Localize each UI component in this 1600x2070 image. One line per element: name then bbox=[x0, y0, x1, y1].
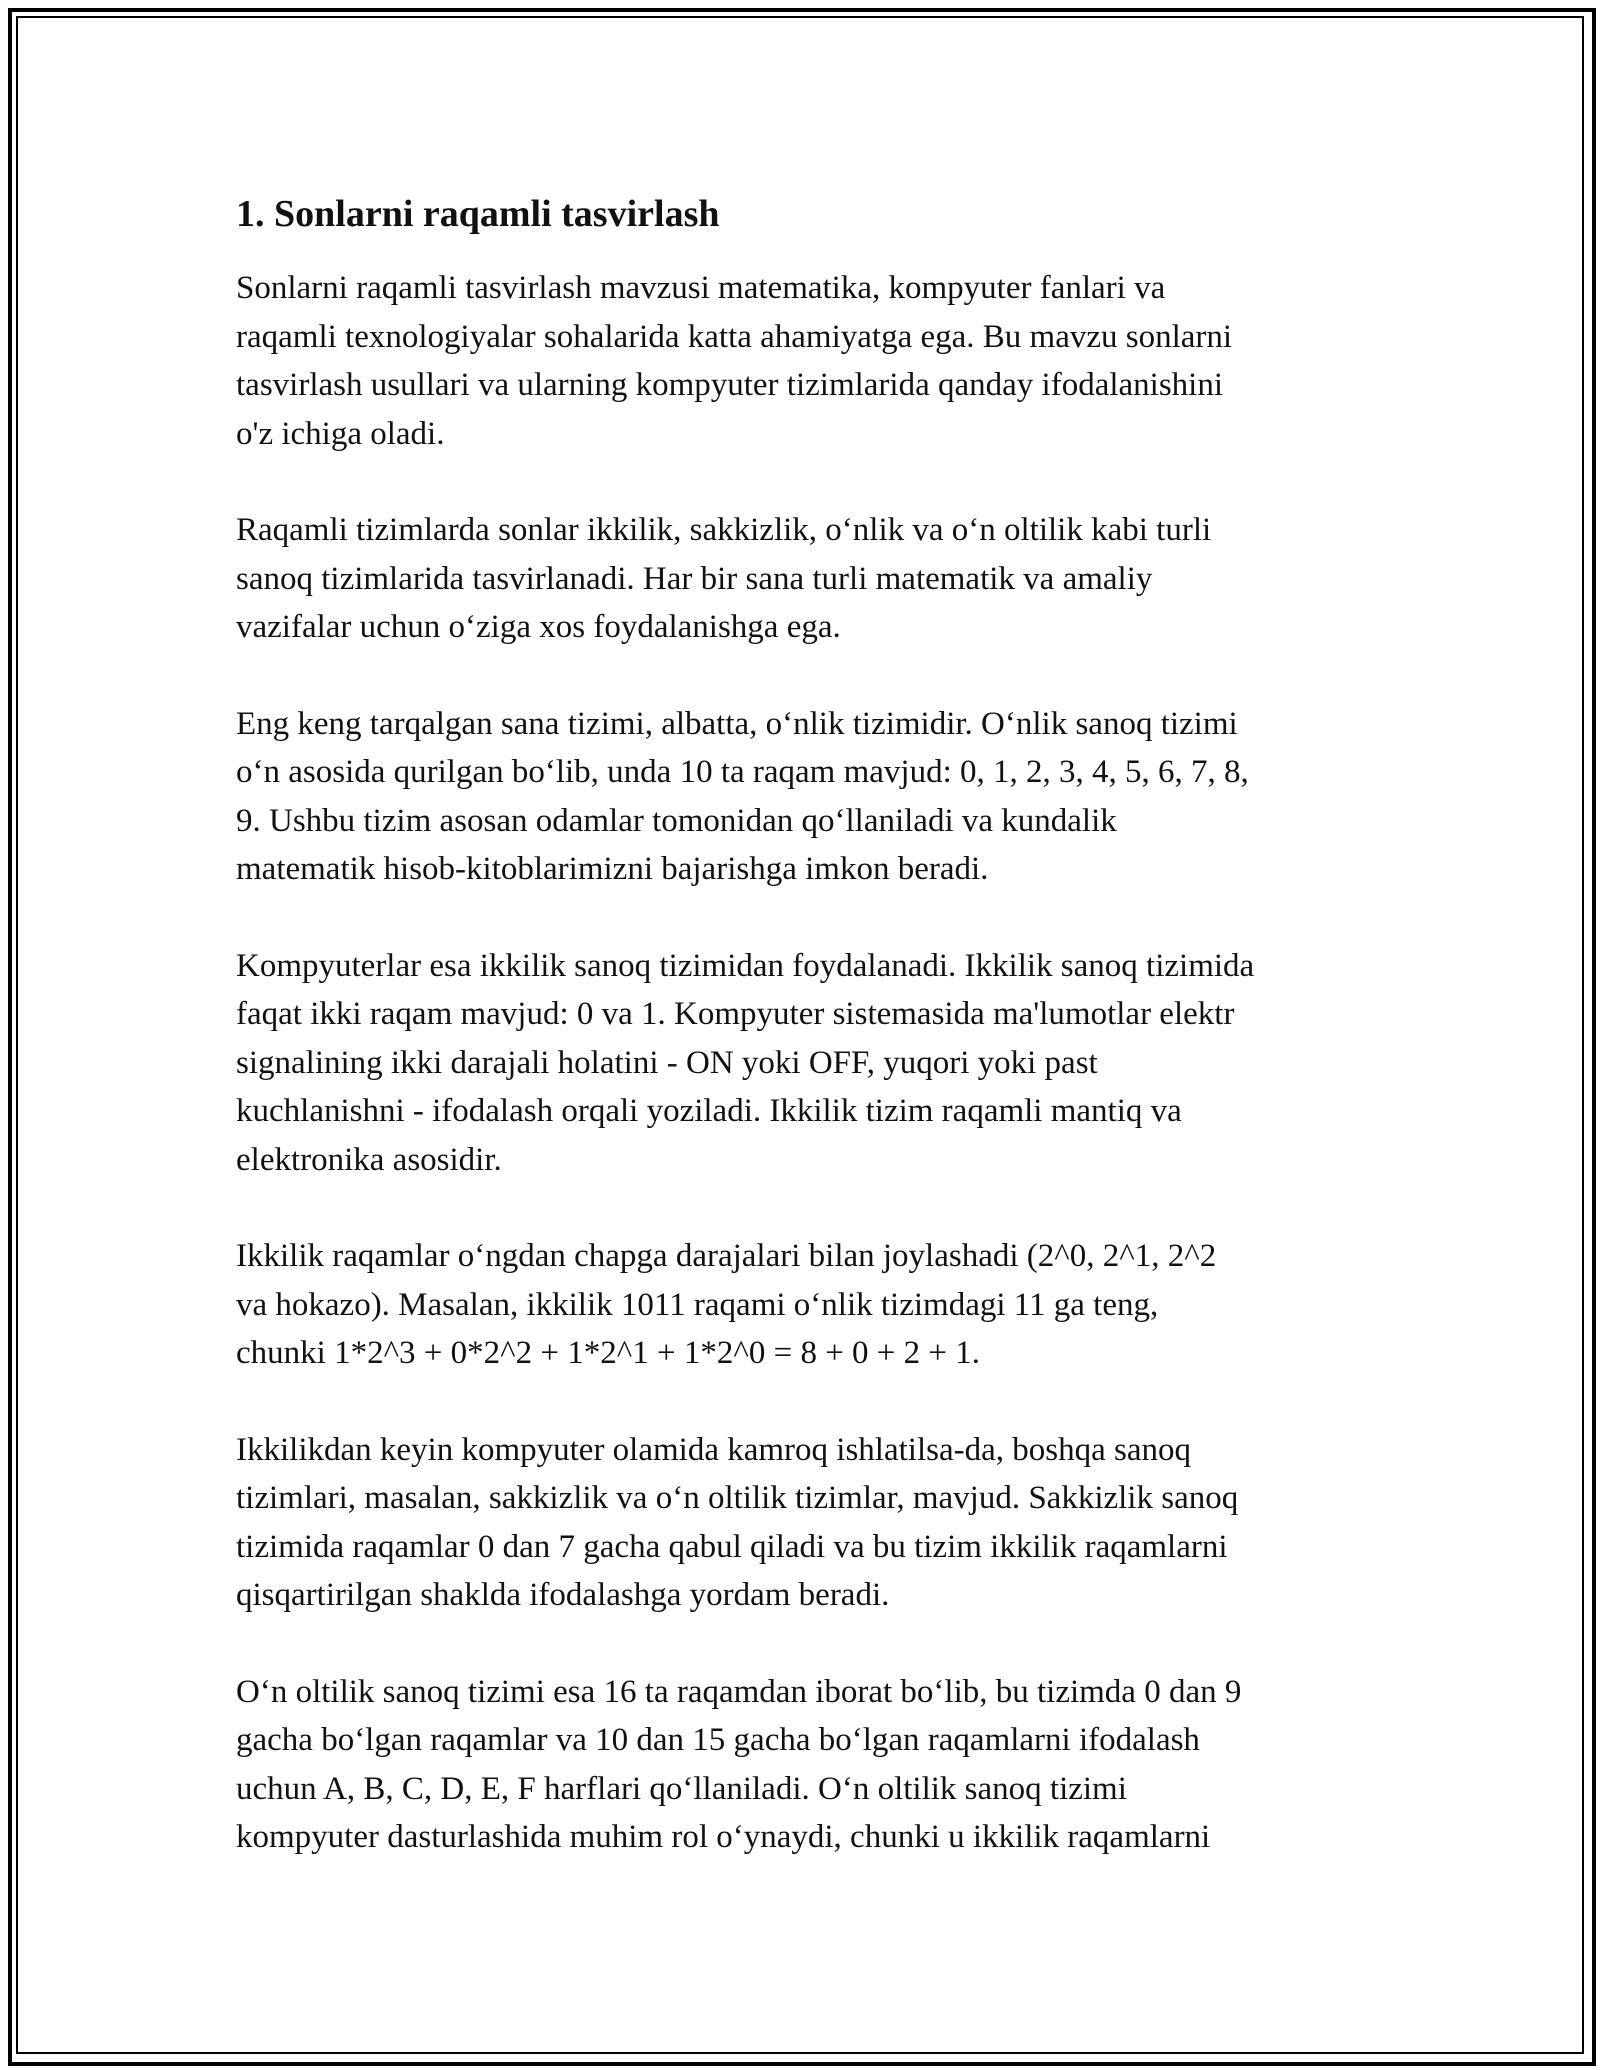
paragraph bbox=[236, 942, 1376, 1185]
paragraph-line: o‘n asosida qurilgan bo‘lib, unda 10 ta raqam mavjud: 0, 1, 2, 3, 4, 5, 6, 7, 8, bbox=[236, 754, 1249, 790]
section-title: 1. Sonlarni raqamli tasvirlash bbox=[236, 193, 720, 235]
paragraph-line: Ikkilik raqamlar o‘ngdan chapga darajalari bilan joylashadi (2^0, 2^1, 2^2 bbox=[236, 1238, 1217, 1274]
paragraph bbox=[236, 700, 1376, 894]
paragraph-line: Eng keng tarqalgan sana tizimi, albatta, o‘nlik tizimidir. O‘nlik sanoq tizimi bbox=[236, 705, 1238, 742]
paragraph-line: kuchlanishni - ifodalash orqali yoziladi. Ikkilik tizim raqamli mantiq va bbox=[236, 1093, 1182, 1129]
document-body bbox=[236, 188, 1376, 1910]
paragraph-line: tizimida raqamlar 0 dan 7 gacha qabul qiladi va bu tizim ikkilik raqamlarni bbox=[236, 1528, 1228, 1565]
paragraph-line: o'z ichiga oladi. bbox=[236, 415, 445, 452]
paragraph-line: signalining ikki darajali holatini - ON yoki OFF, yuqori yoki past bbox=[236, 1044, 1098, 1081]
paragraph-line: qisqartirilgan shaklda ifodalashga yordam beradi. bbox=[236, 1577, 890, 1613]
paragraph-line: Ikkilikdan keyin kompyuter olamida kamroq ishlatilsa-da, boshqa sanoq bbox=[236, 1431, 1191, 1468]
paragraph-line: O‘n oltilik sanoq tizimi esa 16 ta raqamdan iborat bo‘lib, bu tizimda 0 dan 9 bbox=[236, 1673, 1242, 1710]
paragraph-line: raqamli texnologiyalar sohalarida katta ahamiyatga ega. Bu mavzu sonlarni bbox=[236, 318, 1233, 355]
paragraph bbox=[236, 1426, 1376, 1620]
paragraph-line: 9. Ushbu tizim asosan odamlar tomonidan qo‘llaniladi va kundalik bbox=[236, 802, 1117, 839]
paragraph bbox=[236, 1232, 1376, 1378]
paragraph-line: chunki 1*2^3 + 0*2^2 + 1*2^1 + 1*2^0 = 8 + 0 + 2 + 1. bbox=[236, 1335, 981, 1371]
paragraph bbox=[236, 506, 1376, 652]
paragraph bbox=[236, 264, 1376, 458]
paragraph-line: sanoq tizimlarida tasvirlanadi. Har bir sana turli matematik va amaliy bbox=[236, 560, 1153, 597]
paragraph-line: tizimlari, masalan, sakkizlik va o‘n oltilik tizimlar, mavjud. Sakkizlik sanoq bbox=[236, 1480, 1239, 1516]
paragraph-line: tasvirlash usullari va ularning kompyuter tizimlarida qanday ifodalanishini bbox=[236, 367, 1224, 403]
paragraph-line: gacha bo‘lgan raqamlar va 10 dan 15 gacha bo‘lgan raqamlarni ifodalash bbox=[236, 1722, 1200, 1758]
paragraph-line: vazifalar uchun o‘ziga xos foydalanishga ega. bbox=[236, 609, 841, 645]
paragraph-line: Sonlarni raqamli tasvirlash mavzusi matematika, kompyuter fanlari va bbox=[236, 270, 1166, 306]
paragraph-line: Kompyuterlar esa ikkilik sanoq tizimidan foydalanadi. Ikkilik sanoq tizimida bbox=[236, 947, 1255, 984]
paragraph bbox=[236, 1668, 1376, 1862]
paragraph-line: uchun A, B, C, D, E, F harflari qo‘llaniladi. O‘n oltilik sanoq tizimi bbox=[236, 1770, 1127, 1807]
paragraph-line: matematik hisob-kitoblarimizni bajarishga imkon beradi. bbox=[236, 851, 989, 887]
paragraph-line: Raqamli tizimlarda sonlar ikkilik, sakkizlik, o‘nlik va o‘n oltilik kabi turli bbox=[236, 512, 1212, 548]
paragraph-line: elektronika asosidir. bbox=[236, 1141, 502, 1178]
paragraph-line: va hokazo). Masalan, ikkilik 1011 raqami o‘nlik tizimdagi 11 ga teng, bbox=[236, 1286, 1159, 1323]
paragraph-line: kompyuter dasturlashida muhim rol o‘ynaydi, chunki u ikkilik raqamlarni bbox=[236, 1819, 1211, 1855]
paragraph-list bbox=[236, 264, 1376, 1862]
paragraph-line: faqat ikki raqam mavjud: 0 va 1. Kompyuter sistemasida ma'lumotlar elektr bbox=[236, 996, 1235, 1032]
